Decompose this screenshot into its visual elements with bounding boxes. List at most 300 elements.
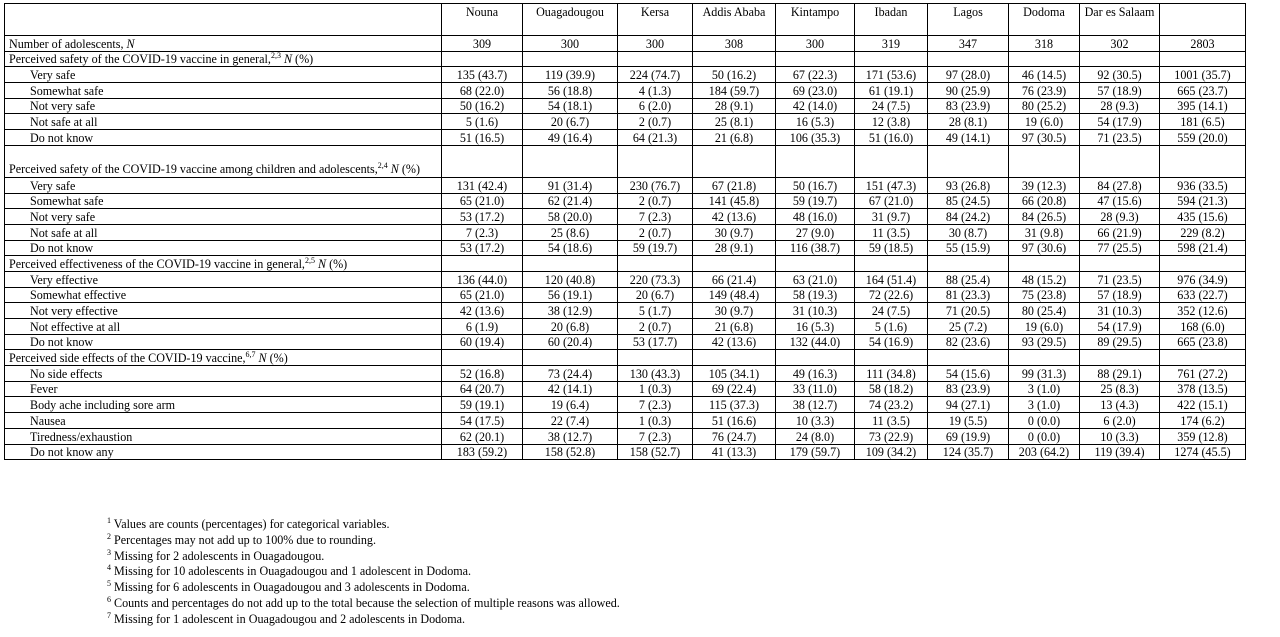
value-cell: 22 (7.4) — [523, 413, 618, 429]
sample-size-cell: 2803 — [1160, 36, 1246, 52]
value-cell: 67 (21.8) — [693, 177, 776, 193]
empty-cell — [855, 51, 928, 67]
value-cell: 61 (19.1) — [855, 83, 928, 99]
value-cell: 39 (12.3) — [1009, 177, 1080, 193]
value-cell: 230 (76.7) — [618, 177, 693, 193]
value-cell: 83 (23.9) — [928, 381, 1009, 397]
empty-cell — [618, 51, 693, 67]
value-cell: 378 (13.5) — [1160, 381, 1246, 397]
empty-cell — [442, 350, 523, 366]
value-cell: 5 (1.6) — [855, 319, 928, 335]
empty-cell — [693, 350, 776, 366]
value-cell: 28 (9.1) — [693, 98, 776, 114]
value-cell: 54 (16.9) — [855, 334, 928, 350]
table-row — [5, 271, 1246, 287]
value-cell: 109 (34.2) — [855, 444, 928, 460]
value-cell: 12 (3.8) — [855, 114, 928, 130]
value-cell: 69 (22.4) — [693, 381, 776, 397]
table-row — [5, 334, 1246, 350]
value-cell: 16 (5.3) — [776, 114, 855, 130]
sample-size-cell: 319 — [855, 36, 928, 52]
value-cell: 51 (16.5) — [442, 130, 523, 146]
value-cell: 0 (0.0) — [1009, 413, 1080, 429]
value-cell: 27 (9.0) — [776, 224, 855, 240]
empty-cell — [776, 145, 855, 177]
value-cell: 6 (1.9) — [442, 319, 523, 335]
value-cell: 5 (1.6) — [442, 114, 523, 130]
empty-cell — [1080, 51, 1160, 67]
table-row — [5, 240, 1246, 256]
table-row — [5, 130, 1246, 146]
value-cell: 141 (45.8) — [693, 193, 776, 209]
value-cell: 131 (42.4) — [442, 177, 523, 193]
value-cell: 158 (52.7) — [618, 444, 693, 460]
value-cell: 30 (9.7) — [693, 224, 776, 240]
value-cell: 149 (48.4) — [693, 287, 776, 303]
value-cell: 21 (6.8) — [693, 130, 776, 146]
value-cell: 71 (20.5) — [928, 303, 1009, 319]
value-cell: 33 (11.0) — [776, 381, 855, 397]
section-title: Perceived side effects of the COVID-19 vaccine,$^{6,7}$ N (%) — [5, 350, 442, 366]
value-cell: 54 (17.9) — [1080, 114, 1160, 130]
value-cell: 84 (24.2) — [928, 209, 1009, 225]
value-cell: 54 (15.6) — [928, 366, 1009, 382]
value-cell: 56 (19.1) — [523, 287, 618, 303]
value-cell: 6 (2.0) — [618, 98, 693, 114]
value-cell: 31 (9.8) — [1009, 224, 1080, 240]
empty-cell — [442, 145, 523, 177]
empty-cell — [1160, 256, 1246, 272]
value-cell: 60 (20.4) — [523, 334, 618, 350]
value-cell: 20 (6.7) — [523, 114, 618, 130]
value-cell: 42 (13.6) — [693, 209, 776, 225]
value-cell: 67 (22.3) — [776, 67, 855, 83]
value-cell: 50 (16.2) — [693, 67, 776, 83]
value-cell: 119 (39.4) — [1080, 444, 1160, 460]
footnote: $^3$ Missing for 2 adolescents in Ouagadougou. — [107, 547, 325, 563]
value-cell: 80 (25.4) — [1009, 303, 1080, 319]
value-cell: 174 (6.2) — [1160, 413, 1246, 429]
value-cell: 16 (5.3) — [776, 319, 855, 335]
table-row — [5, 397, 1246, 413]
empty-cell — [1009, 256, 1080, 272]
value-cell: 13 (4.3) — [1080, 397, 1160, 413]
value-cell: 71 (23.5) — [1080, 271, 1160, 287]
sample-size-row — [5, 36, 1246, 52]
value-cell: 28 (9.1) — [693, 240, 776, 256]
value-cell: 976 (34.9) — [1160, 271, 1246, 287]
empty-cell — [928, 145, 1009, 177]
value-cell: 67 (21.0) — [855, 193, 928, 209]
value-cell: 59 (19.1) — [442, 397, 523, 413]
table-row — [5, 303, 1246, 319]
value-cell: 93 (26.8) — [928, 177, 1009, 193]
value-cell: 59 (19.7) — [618, 240, 693, 256]
value-cell: 42 (14.0) — [776, 98, 855, 114]
row-label: Very safe — [5, 177, 442, 193]
header-site-cell: Kersa — [618, 4, 693, 36]
value-cell: 75 (23.8) — [1009, 287, 1080, 303]
sample-size-cell: 347 — [928, 36, 1009, 52]
value-cell: 7 (2.3) — [618, 209, 693, 225]
sample-size-label: Number of adolescents, N — [5, 36, 442, 52]
table-row — [5, 444, 1246, 460]
value-cell: 132 (44.0) — [776, 334, 855, 350]
value-cell: 31 (9.7) — [855, 209, 928, 225]
table-row — [5, 287, 1246, 303]
row-label: Not very safe — [5, 98, 442, 114]
value-cell: 73 (24.4) — [523, 366, 618, 382]
value-cell: 74 (23.2) — [855, 397, 928, 413]
value-cell: 84 (26.5) — [1009, 209, 1080, 225]
header-total-cell — [1160, 4, 1246, 36]
empty-cell — [1080, 350, 1160, 366]
value-cell: 220 (73.3) — [618, 271, 693, 287]
empty-cell — [855, 256, 928, 272]
value-cell: 64 (20.7) — [442, 381, 523, 397]
value-cell: 93 (29.5) — [1009, 334, 1080, 350]
value-cell: 56 (18.8) — [523, 83, 618, 99]
value-cell: 168 (6.0) — [1160, 319, 1246, 335]
value-cell: 97 (30.6) — [1009, 240, 1080, 256]
value-cell: 1 (0.3) — [618, 381, 693, 397]
row-label: Somewhat effective — [5, 287, 442, 303]
value-cell: 395 (14.1) — [1160, 98, 1246, 114]
empty-cell — [1009, 51, 1080, 67]
value-cell: 69 (23.0) — [776, 83, 855, 99]
value-cell: 30 (9.7) — [693, 303, 776, 319]
table-row — [5, 366, 1246, 382]
sample-size-cell: 308 — [693, 36, 776, 52]
section-title: Perceived effectiveness of the COVID-19 vaccine in general,$^{2,5}$ N (%) — [5, 256, 442, 272]
value-cell: 48 (15.2) — [1009, 271, 1080, 287]
empty-cell — [1080, 256, 1160, 272]
value-cell: 84 (27.8) — [1080, 177, 1160, 193]
section-title: Perceived safety of the COVID-19 vaccine in general,$^{2,3}$ N (%) — [5, 51, 442, 67]
row-label: Body ache including sore arm — [5, 397, 442, 413]
value-cell: 31 (10.3) — [776, 303, 855, 319]
empty-cell — [523, 145, 618, 177]
table-row — [5, 319, 1246, 335]
value-cell: 2 (0.7) — [618, 319, 693, 335]
value-cell: 7 (2.3) — [618, 397, 693, 413]
empty-cell — [523, 256, 618, 272]
row-label: Do not know — [5, 130, 442, 146]
value-cell: 224 (74.7) — [618, 67, 693, 83]
table-row — [5, 428, 1246, 444]
empty-cell — [693, 145, 776, 177]
row-label: Do not know — [5, 334, 442, 350]
row-label: Not effective at all — [5, 319, 442, 335]
value-cell: 71 (23.5) — [1080, 130, 1160, 146]
vaccine-perception-table — [4, 3, 1246, 460]
empty-cell — [523, 51, 618, 67]
value-cell: 41 (13.3) — [693, 444, 776, 460]
empty-cell — [855, 350, 928, 366]
value-cell: 55 (15.9) — [928, 240, 1009, 256]
value-cell: 19 (6.4) — [523, 397, 618, 413]
value-cell: 42 (13.6) — [442, 303, 523, 319]
value-cell: 64 (21.3) — [618, 130, 693, 146]
value-cell: 106 (35.3) — [776, 130, 855, 146]
table-row — [5, 98, 1246, 114]
value-cell: 88 (25.4) — [928, 271, 1009, 287]
value-cell: 59 (18.5) — [855, 240, 928, 256]
footnote: $^7$ Missing for 1 adolescent in Ouagadougou and 2 adolescents in Dodoma. — [107, 610, 466, 626]
value-cell: 19 (6.0) — [1009, 114, 1080, 130]
value-cell: 76 (23.9) — [1009, 83, 1080, 99]
value-cell: 2 (0.7) — [618, 114, 693, 130]
value-cell: 38 (12.7) — [776, 397, 855, 413]
value-cell: 120 (40.8) — [523, 271, 618, 287]
empty-cell — [928, 256, 1009, 272]
empty-cell — [776, 350, 855, 366]
empty-cell — [1009, 350, 1080, 366]
value-cell: 2 (0.7) — [618, 224, 693, 240]
value-cell: 229 (8.2) — [1160, 224, 1246, 240]
value-cell: 46 (14.5) — [1009, 67, 1080, 83]
footnote: $^1$ Values are counts (percentages) for categorical variables. — [107, 515, 390, 531]
empty-cell — [693, 256, 776, 272]
value-cell: 65 (21.0) — [442, 287, 523, 303]
value-cell: 85 (24.5) — [928, 193, 1009, 209]
value-cell: 49 (16.3) — [776, 366, 855, 382]
row-label: Do not know any — [5, 444, 442, 460]
value-cell: 24 (7.5) — [855, 98, 928, 114]
value-cell: 435 (15.6) — [1160, 209, 1246, 225]
value-cell: 83 (23.9) — [928, 98, 1009, 114]
value-cell: 4 (1.3) — [618, 83, 693, 99]
empty-cell — [618, 145, 693, 177]
header-site-cell: Dodoma — [1009, 4, 1080, 36]
value-cell: 3 (1.0) — [1009, 397, 1080, 413]
table-row — [5, 67, 1246, 83]
header-site-cell: Nouna — [442, 4, 523, 36]
footnotes — [107, 517, 620, 628]
row-label: Very effective — [5, 271, 442, 287]
value-cell: 80 (25.2) — [1009, 98, 1080, 114]
value-cell: 63 (21.0) — [776, 271, 855, 287]
value-cell: 73 (22.9) — [855, 428, 928, 444]
header-site-cell: Dar es Salaam — [1080, 4, 1160, 36]
table-row — [5, 413, 1246, 429]
empty-cell — [1009, 145, 1080, 177]
value-cell: 53 (17.7) — [618, 334, 693, 350]
sample-size-cell: 300 — [523, 36, 618, 52]
value-cell: 761 (27.2) — [1160, 366, 1246, 382]
header-site-cell: Addis Ababa — [693, 4, 776, 36]
value-cell: 24 (8.0) — [776, 428, 855, 444]
value-cell: 52 (16.8) — [442, 366, 523, 382]
empty-cell — [618, 256, 693, 272]
header-corner-cell — [5, 4, 442, 36]
section-header-row — [5, 145, 1246, 177]
empty-cell — [928, 350, 1009, 366]
value-cell: 47 (15.6) — [1080, 193, 1160, 209]
value-cell: 184 (59.7) — [693, 83, 776, 99]
value-cell: 58 (20.0) — [523, 209, 618, 225]
empty-cell — [442, 256, 523, 272]
table-row — [5, 224, 1246, 240]
value-cell: 136 (44.0) — [442, 271, 523, 287]
section-header-row — [5, 350, 1246, 366]
value-cell: 81 (23.3) — [928, 287, 1009, 303]
value-cell: 25 (7.2) — [928, 319, 1009, 335]
value-cell: 97 (28.0) — [928, 67, 1009, 83]
value-cell: 68 (22.0) — [442, 83, 523, 99]
value-cell: 24 (7.5) — [855, 303, 928, 319]
value-cell: 38 (12.9) — [523, 303, 618, 319]
header-row — [5, 4, 1246, 36]
header-site-cell: Kintampo — [776, 4, 855, 36]
value-cell: 598 (21.4) — [1160, 240, 1246, 256]
value-cell: 53 (17.2) — [442, 209, 523, 225]
value-cell: 38 (12.7) — [523, 428, 618, 444]
value-cell: 359 (12.8) — [1160, 428, 1246, 444]
empty-cell — [1160, 350, 1246, 366]
value-cell: 88 (29.1) — [1080, 366, 1160, 382]
value-cell: 936 (33.5) — [1160, 177, 1246, 193]
value-cell: 54 (18.6) — [523, 240, 618, 256]
value-cell: 66 (20.8) — [1009, 193, 1080, 209]
value-cell: 151 (47.3) — [855, 177, 928, 193]
value-cell: 54 (17.5) — [442, 413, 523, 429]
value-cell: 1 (0.3) — [618, 413, 693, 429]
value-cell: 54 (17.9) — [1080, 319, 1160, 335]
value-cell: 7 (2.3) — [442, 224, 523, 240]
row-label: Not safe at all — [5, 224, 442, 240]
row-label: Fever — [5, 381, 442, 397]
value-cell: 1001 (35.7) — [1160, 67, 1246, 83]
empty-cell — [776, 256, 855, 272]
value-cell: 20 (6.7) — [618, 287, 693, 303]
value-cell: 62 (21.4) — [523, 193, 618, 209]
value-cell: 54 (18.1) — [523, 98, 618, 114]
value-cell: 57 (18.9) — [1080, 287, 1160, 303]
row-label: Not safe at all — [5, 114, 442, 130]
value-cell: 6 (2.0) — [1080, 413, 1160, 429]
footnote: $^6$ Counts and percentages do not add up to the total because the selection of multiple reasons was allowed. — [107, 594, 620, 610]
value-cell: 31 (10.3) — [1080, 303, 1160, 319]
value-cell: 594 (21.3) — [1160, 193, 1246, 209]
value-cell: 665 (23.7) — [1160, 83, 1246, 99]
value-cell: 92 (30.5) — [1080, 67, 1160, 83]
table-row — [5, 193, 1246, 209]
value-cell: 3 (1.0) — [1009, 381, 1080, 397]
empty-cell — [928, 51, 1009, 67]
value-cell: 158 (52.8) — [523, 444, 618, 460]
row-label: Very safe — [5, 67, 442, 83]
table-row — [5, 381, 1246, 397]
value-cell: 2 (0.7) — [618, 193, 693, 209]
value-cell: 60 (19.4) — [442, 334, 523, 350]
value-cell: 665 (23.8) — [1160, 334, 1246, 350]
value-cell: 115 (37.3) — [693, 397, 776, 413]
value-cell: 25 (8.6) — [523, 224, 618, 240]
sample-size-cell: 309 — [442, 36, 523, 52]
table-body — [5, 4, 1246, 460]
value-cell: 53 (17.2) — [442, 240, 523, 256]
value-cell: 59 (19.7) — [776, 193, 855, 209]
value-cell: 89 (29.5) — [1080, 334, 1160, 350]
value-cell: 66 (21.9) — [1080, 224, 1160, 240]
value-cell: 48 (16.0) — [776, 209, 855, 225]
sample-size-cell: 300 — [776, 36, 855, 52]
header-site-cell: Ibadan — [855, 4, 928, 36]
value-cell: 97 (30.5) — [1009, 130, 1080, 146]
value-cell: 11 (3.5) — [855, 224, 928, 240]
value-cell: 116 (38.7) — [776, 240, 855, 256]
value-cell: 10 (3.3) — [1080, 428, 1160, 444]
value-cell: 51 (16.6) — [693, 413, 776, 429]
row-label: Do not know — [5, 240, 442, 256]
row-label: Somewhat safe — [5, 193, 442, 209]
value-cell: 69 (19.9) — [928, 428, 1009, 444]
value-cell: 28 (8.1) — [928, 114, 1009, 130]
sample-size-cell: 300 — [618, 36, 693, 52]
empty-cell — [776, 51, 855, 67]
value-cell: 164 (51.4) — [855, 271, 928, 287]
value-cell: 65 (21.0) — [442, 193, 523, 209]
value-cell: 19 (6.0) — [1009, 319, 1080, 335]
value-cell: 94 (27.1) — [928, 397, 1009, 413]
table-row — [5, 209, 1246, 225]
value-cell: 57 (18.9) — [1080, 83, 1160, 99]
section-header-row — [5, 51, 1246, 67]
value-cell: 183 (59.2) — [442, 444, 523, 460]
empty-cell — [693, 51, 776, 67]
value-cell: 124 (35.7) — [928, 444, 1009, 460]
value-cell: 21 (6.8) — [693, 319, 776, 335]
section-title: Perceived safety of the COVID-19 vaccine among children and adolescents,$^{2,4}$ N (%) — [5, 145, 442, 177]
table-row — [5, 114, 1246, 130]
value-cell: 7 (2.3) — [618, 428, 693, 444]
row-label: Somewhat safe — [5, 83, 442, 99]
value-cell: 50 (16.7) — [776, 177, 855, 193]
value-cell: 99 (31.3) — [1009, 366, 1080, 382]
value-cell: 91 (31.4) — [523, 177, 618, 193]
value-cell: 11 (3.5) — [855, 413, 928, 429]
value-cell: 28 (9.3) — [1080, 98, 1160, 114]
empty-cell — [1080, 145, 1160, 177]
value-cell: 58 (18.2) — [855, 381, 928, 397]
header-site-cell: Lagos — [928, 4, 1009, 36]
sample-size-cell: 302 — [1080, 36, 1160, 52]
row-label: Not very effective — [5, 303, 442, 319]
empty-cell — [442, 51, 523, 67]
value-cell: 559 (20.0) — [1160, 130, 1246, 146]
value-cell: 19 (5.5) — [928, 413, 1009, 429]
value-cell: 90 (25.9) — [928, 83, 1009, 99]
footnote: $^2$ Percentages may not add up to 100% due to rounding. — [107, 531, 376, 547]
value-cell: 30 (8.7) — [928, 224, 1009, 240]
footnote: $^5$ Missing for 6 adolescents in Ouagadougou and 3 adolescents in Dodoma. — [107, 579, 470, 595]
value-cell: 72 (22.6) — [855, 287, 928, 303]
row-label: Nausea — [5, 413, 442, 429]
value-cell: 58 (19.3) — [776, 287, 855, 303]
value-cell: 42 (13.6) — [693, 334, 776, 350]
value-cell: 130 (43.3) — [618, 366, 693, 382]
empty-cell — [618, 350, 693, 366]
value-cell: 0 (0.0) — [1009, 428, 1080, 444]
empty-cell — [855, 145, 928, 177]
row-label: No side effects — [5, 366, 442, 382]
value-cell: 66 (21.4) — [693, 271, 776, 287]
value-cell: 49 (16.4) — [523, 130, 618, 146]
value-cell: 1274 (45.5) — [1160, 444, 1246, 460]
table-row — [5, 83, 1246, 99]
value-cell: 135 (43.7) — [442, 67, 523, 83]
